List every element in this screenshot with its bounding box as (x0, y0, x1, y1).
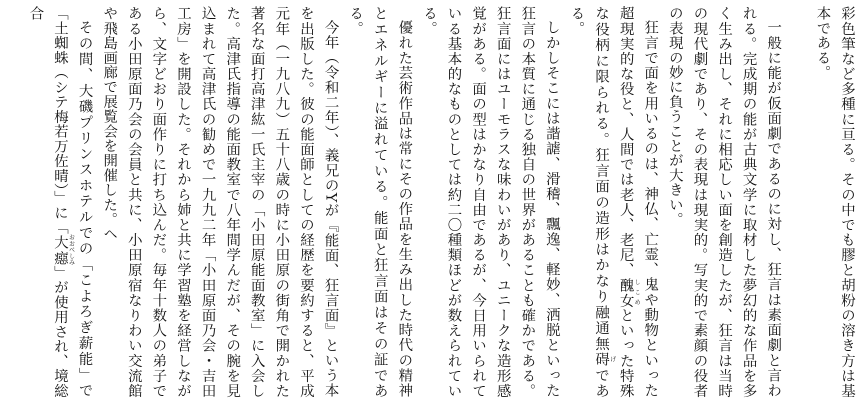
text-run: 彩色筆など多種に亘る。その中でも膠と胡粉の溶き方は基本である。 (814, 6, 855, 398)
text-run: 」が使用され、境総合 (27, 6, 68, 398)
text-run: である。 (568, 6, 610, 398)
text-run: といった特殊な役柄に限られる。狂言面の造形はかなり融通無 (593, 6, 634, 398)
paragraph (564, 6, 662, 398)
text-run: しかしそこには諧謔、滑稽、飄逸、軽妙、洒脱といった狂言の本質に通じる独自の世界があることも確かである。狂言面にはユーモラスな味わいがあり、ユニークな造形感覚がある。面の型はかなり自由であるが、今日用いられている基本的なものとしては約二〇種類ほどが数えられている。 (420, 6, 560, 398)
text-run: 優れた芸術作品は常にその作品を生み出した時代の精神とエネルギーに溢れている。能面と狂言面はその証である。 (347, 6, 413, 398)
text-run: 一般に能が仮面劇であるのに対し、狂言は素面劇と言われる。完成期の能が古典文学に取材した夢幻的な作品を多く生み出し、それに相応しい面を創造したが、狂言は当時の現代劇であり、その表現は現実的。写実的で素顔の役者の表現の妙に負うことが大きい。 (666, 6, 782, 398)
vertical-text-body (6, 6, 859, 398)
paragraph (23, 6, 97, 398)
ruby-reading: おおべしみ (67, 234, 75, 266)
ruby-reading: しこめ (633, 277, 641, 308)
text-run: その間、大磯プリンスホテルでの「こよろぎ薪能」で「土蜘蛛（シテ梅若万佐晴）」に「 (52, 6, 93, 398)
paragraph (416, 6, 564, 398)
text-run: 狂言で面を用いるのは、神仏、亡霊、鬼や動物といった超現実的な役と、人間では老人、老尼、 (617, 6, 659, 398)
ruby-annotation: 大癋 おおべしみ (52, 234, 75, 266)
ruby-annotation: 醜女 しこめ (617, 277, 641, 308)
blank-line (785, 6, 810, 398)
ruby-reading: げ (608, 351, 616, 367)
paragraph (343, 6, 417, 398)
paragraph (97, 6, 343, 398)
ruby-annotation: 碍 げ (593, 351, 616, 368)
text-run: 今年（令和二年）、義兄のYが『能面、狂言面』という本を出版した。彼の能面師としての経歴を要約すると、平成元年（一九八九）五十八歳の時に小田原の街角で開かれた著名な面打高津紘一氏主宰の「小田原能面教室」に入会した。高津氏指導の能面教室で八年間学んだが、その腕を見込まれて高津氏の勧めで一九九二年「小田原面乃会・吉田工房」を開設した。それから姉と共に学習塾を経営しながら、文字どおり面作りに打ち込んだ。毎年十数人の弟子である小田原面乃会の会員と共に、小田原宿なりわい交流館や飛島画廊で展覧会を開催した。ヘ (101, 6, 339, 398)
paragraph (810, 6, 859, 398)
paragraph (662, 6, 785, 398)
